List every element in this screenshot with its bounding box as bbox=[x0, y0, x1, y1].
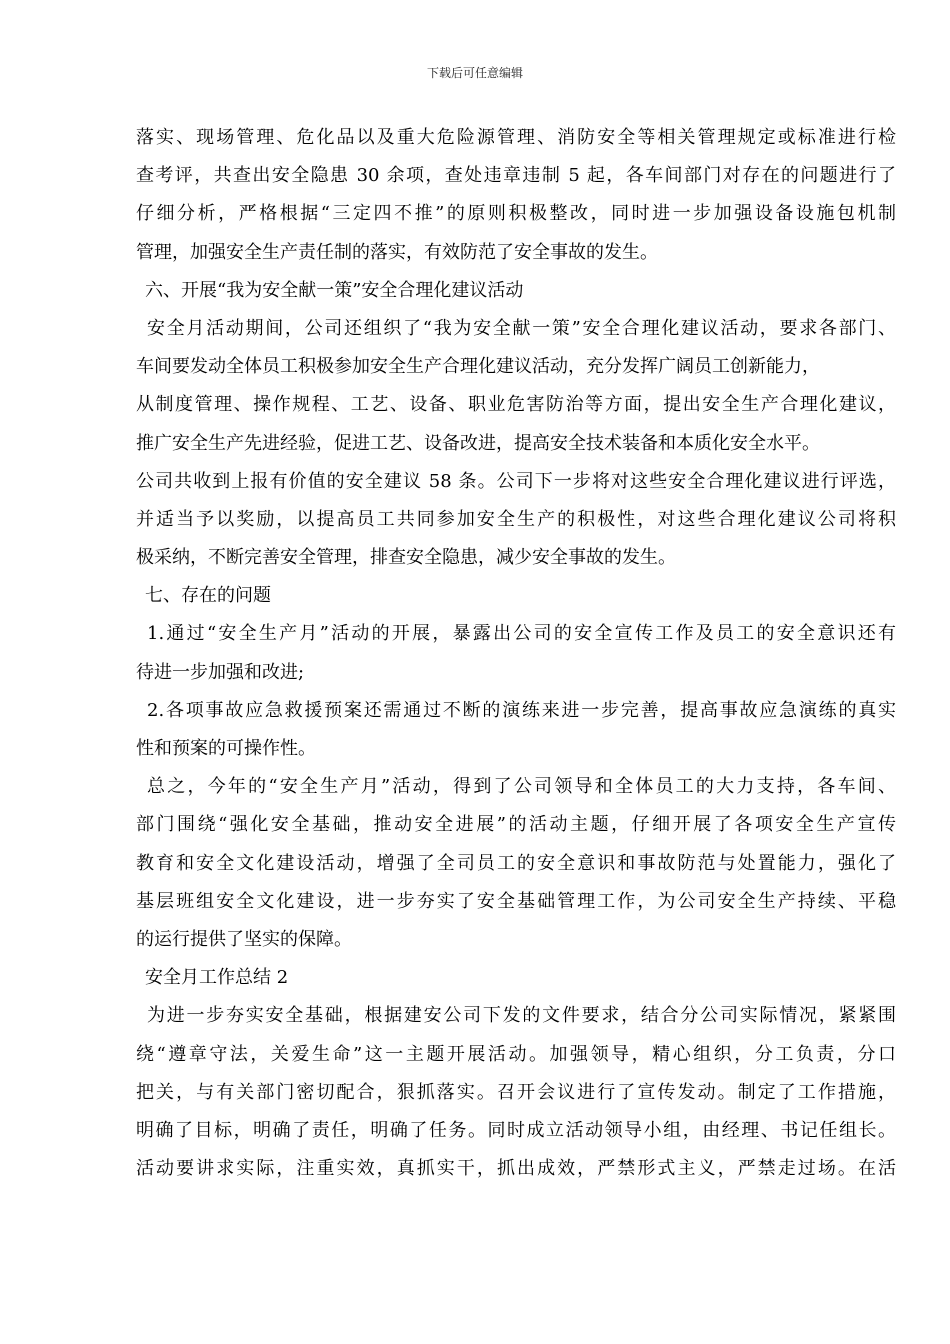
text-line: 绕“遵章守法，关爱生命”这一主题开展活动。加强领导，精心组织，分工负责，分口 bbox=[136, 1043, 896, 1065]
page-header: 下载后可任意编辑 bbox=[426, 66, 523, 80]
text-line: 总之，今年的“安全生产月”活动，得到了公司领导和全体员工的大力支持，各车间、 bbox=[147, 776, 896, 798]
text-line: 七、存在的问题 bbox=[145, 585, 271, 607]
text-line: 待进一步加强和改进; bbox=[136, 661, 305, 683]
text-line: 六、开展“我为安全献一策”安全合理化建议活动 bbox=[145, 279, 524, 301]
text-line: 1.通过“安全生产月”活动的开展，暴露出公司的安全宣传工作及员工的安全意识还有 bbox=[147, 623, 896, 645]
text-line: 公司共收到上报有价值的安全建议 58 条。公司下一步将对这些安全合理化建议进行评选， bbox=[136, 470, 896, 492]
text-line: 从制度管理、操作规程、工艺、设备、职业危害防治等方面，提出安全生产合理化建议， bbox=[136, 394, 896, 416]
document-body bbox=[136, 119, 896, 1188]
text-line: 基层班组安全文化建设，进一步夯实了安全基础管理工作，为公司安全生产持续、平稳 bbox=[136, 890, 896, 912]
text-line: 为进一步夯实安全基础，根据建安公司下发的文件要求，结合分公司实际情况，紧紧围 bbox=[147, 1005, 896, 1027]
text-line: 并适当予以奖励，以提高员工共同参加安全生产的积极性，对这些合理化建议公司将积 bbox=[136, 508, 896, 530]
text-line: 查考评，共查出安全隐患 30 余项，查处违章违制 5 起，各车间部门对存在的问题进行了 bbox=[136, 165, 896, 187]
text-line: 教育和安全文化建设活动，增强了全司员工的安全意识和事故防范与处置能力，强化了 bbox=[136, 852, 896, 874]
text-line: 的运行提供了坚实的保障。 bbox=[136, 928, 352, 950]
text-line: 安全月活动期间，公司还组织了“我为安全献一策”安全合理化建议活动，要求各部门、 bbox=[147, 317, 896, 339]
text-line: 部门围绕“强化安全基础，推动安全进展”的活动主题，仔细开展了各项安全生产宣传 bbox=[136, 814, 896, 836]
text-line: 仔细分析，严格根据“三定四不推”的原则积极整改，同时进一步加强设备设施包机制 bbox=[136, 203, 896, 225]
text-line: 管理，加强安全生产责任制的落实，有效防范了安全事故的发生。 bbox=[136, 241, 658, 263]
text-line: 安全月工作总结 2 bbox=[145, 967, 289, 989]
text-line: 落实、现场管理、危化品以及重大危险源管理、消防安全等相关管理规定或标准进行检 bbox=[136, 127, 896, 148]
text-line: 车间要发动全体员工积极参加安全生产合理化建议活动，充分发挥广阔员工创新能力， bbox=[136, 356, 820, 378]
text-line: 2.各项事故应急救援预案还需通过不断的演练来进一步完善，提高事故应急演练的真实 bbox=[147, 699, 896, 721]
text-line: 极采纳，不断完善安全管理，排查安全隐患，减少安全事故的发生。 bbox=[136, 547, 676, 569]
text-line: 明确了目标，明确了责任，明确了任务。同时成立活动领导小组，由经理、书记任组长。 bbox=[136, 1119, 896, 1141]
text-line: 把关，与有关部门密切配合，狠抓落实。召开会议进行了宣传发动。制定了工作措施， bbox=[136, 1081, 896, 1103]
text-line: 活动要讲求实际，注重实效，真抓实干，抓出成效，严禁形式主义，严禁走过场。在活 bbox=[136, 1158, 896, 1180]
text-line: 推广安全生产先进经验，促进工艺、设备改进，提高安全技术装备和本质化安全水平。 bbox=[136, 432, 820, 454]
text-line: 性和预案的可操作性。 bbox=[136, 738, 316, 759]
